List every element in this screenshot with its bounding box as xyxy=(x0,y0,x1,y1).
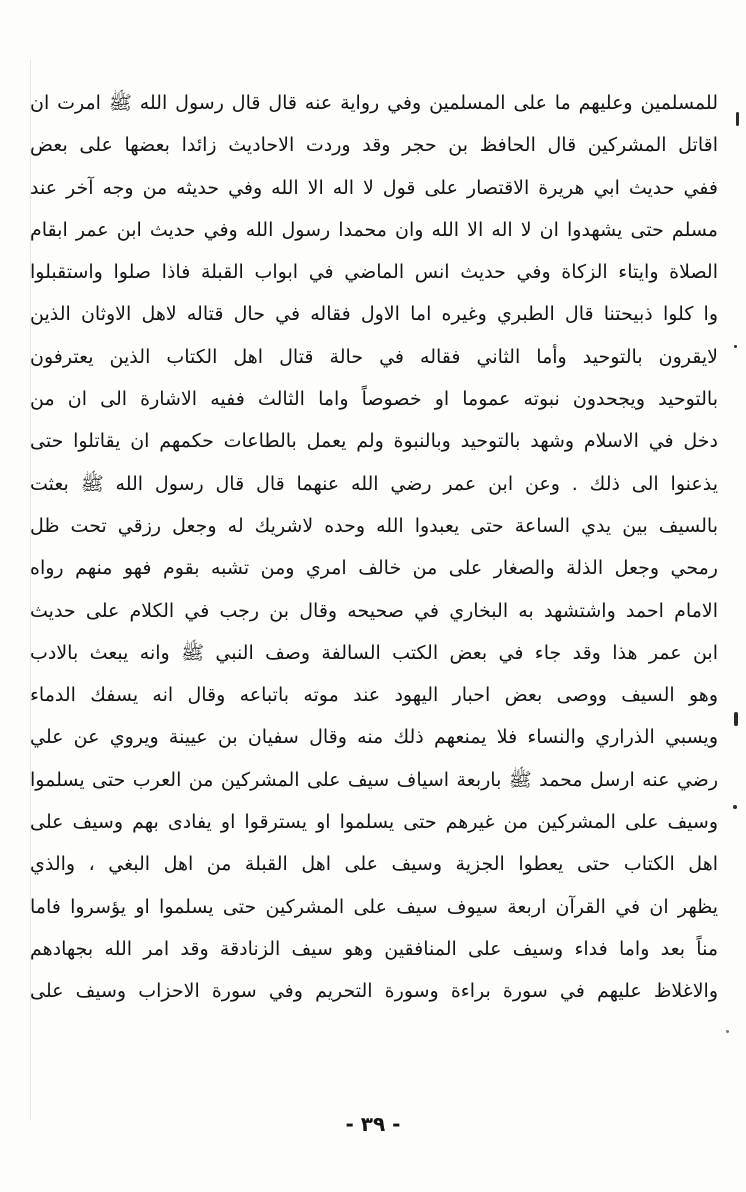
text-line: يذعنوا الى ذلك . وعن ابن عمر رضي الله عنهما قال قال رسول الله ﷺ بعثت xyxy=(30,472,718,495)
text-line: مسلم حتى يشهدوا ان لا اله الا الله وان محمدا رسول الله وفي حديث ابن عمر ابقام xyxy=(30,218,718,241)
text-line: مناً بعد واما فداء وسيف على المنافقين وهو سيف الزنادقة وقد امر الله بجهادهم xyxy=(30,937,718,960)
text-line: ففي حديث ابي هريرة الاقتصار على قول لا اله الا الله وفي حديثه من وجه آخر عند xyxy=(30,176,718,199)
text-line: للمسلمين وعليهم ما على المسلمين وفي رواية عنه قال قال رسول الله ﷺ امرت ان xyxy=(30,92,718,114)
text-line: الامام احمد واشتشهد به البخاري في صحيحه وقال بن رجب في الكلام على حديث xyxy=(30,599,718,622)
text-line: لايقرون بالتوحيد وأما الثاني فقاله في حالة قتال اهل الكتاب الذين يعترفون xyxy=(30,345,718,368)
text-line: رمحي وجعل الذلة والصغار على من خالف امري ومن تشبه بقوم فهو منهم رواه xyxy=(30,557,718,580)
text-line: والاغلاظ عليهم في سورة براءة وسورة التحريم وفي سورة الاحزاب وسيف على xyxy=(30,980,718,1003)
text-line: الصلاة وايتاء الزكاة وفي حديث انس الماضي في ابواب القبلة فاذا صلوا واستقبلوا xyxy=(30,261,718,284)
text-line: بالسيف بين يدي الساعة حتى يعبدوا الله وحده لاشريك له وجعل رزقي تحت ظل xyxy=(30,514,718,537)
scan-speck xyxy=(734,712,738,726)
body-text xyxy=(30,82,718,1013)
text-line: ويسبي الذراري والنساء فلا يمنعهم ذلك منه وقال سفيان بن عيينة ويروي عن علي xyxy=(30,726,718,749)
page-number: - ٣٩ - xyxy=(345,1112,401,1136)
text-line: وهو السيف ووصى بعض احبار اليهود عند موته باتباعه وقال انه يسفك الدماء xyxy=(30,684,718,707)
scan-speck xyxy=(734,345,737,348)
text-line: اقاتل المشركين قال الحافظ بن حجر وقد وردت الاحاديث زائدا بعضها على بعض xyxy=(30,134,718,157)
text-line: ابن عمر هذا وقد جاء في بعض الكتب السالفة وصف النبي ﷺ وانه يبعث بالادب xyxy=(30,641,718,664)
text-line: دخل في الاسلام وشهد بالتوحيد وبالنبوة ولم يعمل بالطاعات حكمهم ان يقاتلوا حتى xyxy=(30,430,718,453)
text-line: وسيف على المشركين من غيرهم حتى يسلموا او يسترقوا او يفادى بهم وسيف على xyxy=(30,811,718,834)
text-line: يظهر ان في القرآن اربعة سيوف سيف على المشركين حتى يسلموا او يؤسروا فاما xyxy=(30,895,718,918)
text-line: وا كلوا ذبيحتنا قال الطبري وغيره اما الاول فقاله في حال قتاله لاهل الاوثان الذين xyxy=(30,303,718,326)
text-line: اهل الكتاب حتى يعطوا الجزية وسيف على اهل القبلة من اهل البغي ، والذي xyxy=(30,853,718,876)
text-line: رضي عنه ارسل محمد ﷺ باربعة اسياف سيف على المشركين من العرب حتى يسلموا xyxy=(30,768,718,791)
scan-speck xyxy=(736,112,739,126)
text-line: بالتوحيد ويجحدون نبوته عموما او خصوصاً واما الثالث ففيه الاشارة الى ان من xyxy=(30,388,718,411)
scan-speck xyxy=(726,1030,729,1033)
scan-speck xyxy=(733,805,737,809)
